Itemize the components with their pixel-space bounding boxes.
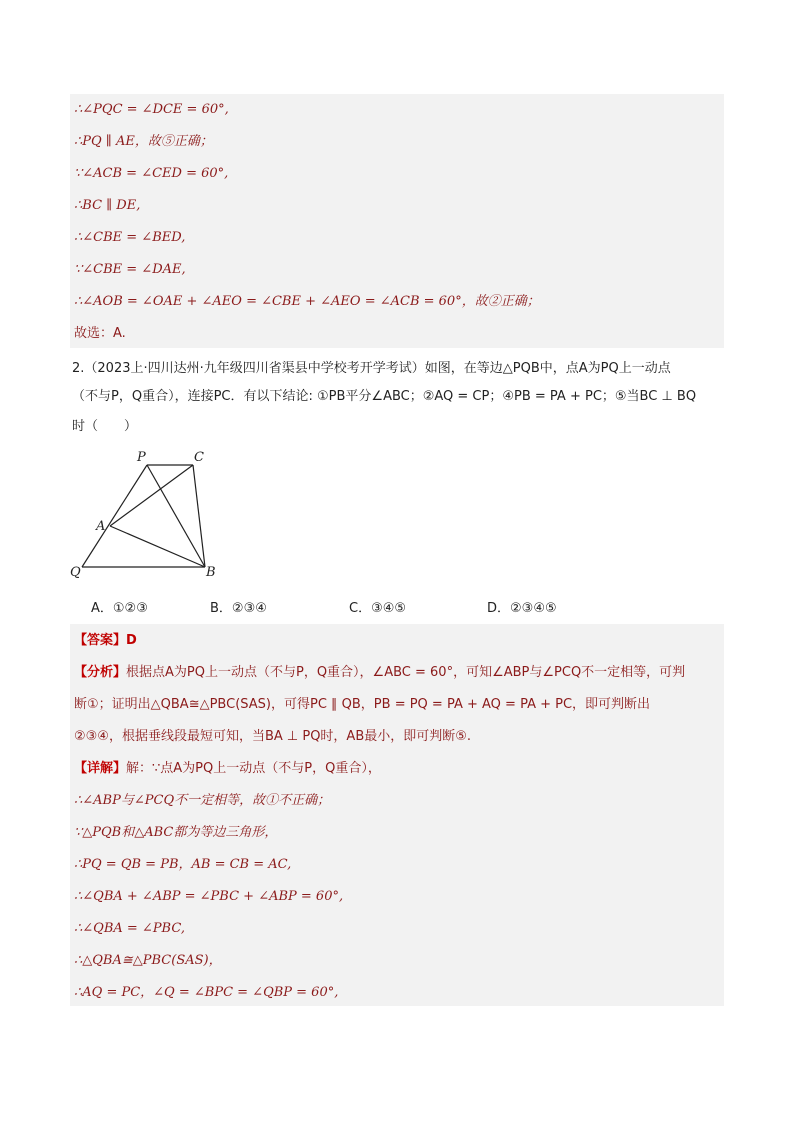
detail-line: ∴∠QBA = ∠PBC, [74,921,185,936]
option-c[interactable]: C．③④⑤ [349,601,407,616]
segment-pb [147,465,205,567]
solution-line: ∴∠CBE = ∠BED, [74,230,186,245]
detail-line: ∴∠QBA + ∠ABP = ∠PBC + ∠ABP = 60°, [74,889,344,904]
segment-ac [110,465,193,526]
question-text-line3: 时（ ） [72,419,138,434]
solution-line: ∵∠ACB = ∠CED = 60°, [74,166,229,181]
solution-continuation-block [70,94,724,348]
detail-line: ∴△QBA≅△PBC(SAS)， [74,953,222,968]
question-text-line2: （不与P，Q重合），连接PC．有以下结论: ①PB平分∠ABC；②AQ = CP；④PB = PA + PC；⑤当BC ⊥ BQ [72,389,697,404]
answer-line [74,632,137,650]
segment-ab [110,526,205,567]
detail-line: ∴∠ABP与∠PCQ不一定相等，故①不正确； [74,793,331,808]
solution-conclusion: 故选：A. [74,326,126,341]
detail-line: ∴PQ = QB = PB，AB = CB = AC, [74,857,292,872]
solution-line: ∴BC ∥ DE, [74,198,141,213]
option-b[interactable]: B．②③④ [210,601,267,616]
question-text-line1: 2.（2023上·四川达州·九年级四川省渠县中学校考开学考试）如图，在等边△PQB中，点A为PQ上一动点 [72,361,671,376]
label-a: A [96,519,106,534]
analysis-line-3: ②③④，根据垂线段最短可知，当BA ⊥ PQ时，AB最小，即可判断⑤. [74,729,472,744]
detail-text: 解：∵点A为PQ上一动点（不与P，Q重合）， [126,761,381,776]
detail-line: ∴AQ = PC，∠Q = ∠BPC = ∠QBP = 60°, [74,985,339,1000]
label-b: B [206,565,216,580]
option-a[interactable]: A．①②③ [91,601,148,616]
answer-value: D [126,633,137,648]
solution-line: ∴PQ ∥ AE，故⑤正确； [74,134,213,149]
label-c: C [194,450,204,465]
solution-line: ∴∠AOB = ∠OAE + ∠AEO = ∠CBE + ∠AEO = ∠ACB = 60°，故②正确； [74,294,540,309]
option-d[interactable]: D．②③④⑤ [487,601,557,616]
detail-line-1 [74,760,381,778]
analysis-text: 根据点A为PQ上一动点（不与P，Q重合），∠ABC = 60°，可知∠ABP与∠PCQ不一定相等，可判 [126,665,686,680]
label-q: Q [70,565,81,580]
answer-block [70,624,724,1006]
segment-pq [82,465,147,567]
detail-tag: 【详解】 [74,761,127,776]
detail-line: ∵△PQB和△ABC都为等边三角形， [74,825,278,840]
segment-cb [193,465,205,567]
solution-line: ∴∠PQC = ∠DCE = 60°, [74,102,229,117]
geometry-figure [60,446,230,586]
analysis-tag: 【分析】 [74,665,127,680]
answer-tag: 【答案】 [74,633,127,648]
solution-line: ∵∠CBE = ∠DAE, [74,262,186,277]
analysis-line-1 [74,664,685,682]
label-p: P [137,450,146,465]
analysis-line-2: 断①；证明出△QBA≅△PBC(SAS)，可得PC ∥ QB，PB = PQ = PA + AQ = PA + PC，即可判断出 [74,697,651,712]
